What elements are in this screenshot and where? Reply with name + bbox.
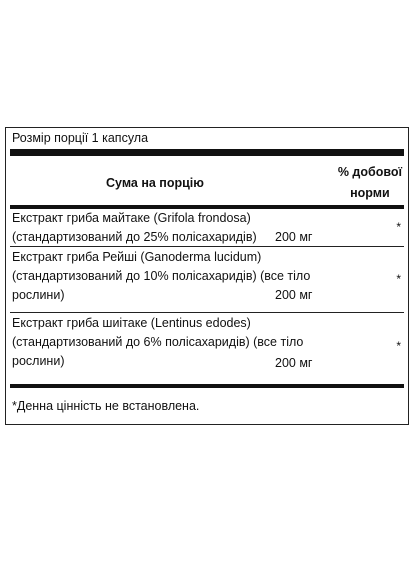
amount-per-serving-header: Сума на порцію <box>106 176 204 190</box>
ingredient-name-line: Екстракт гриба майтаке (Grifola frondosa) <box>12 211 251 225</box>
ingredient-name-line: (стандартизований до 10% полісахаридів) (все тіло <box>12 269 311 283</box>
ingredient-name-line: рослини) <box>12 288 65 302</box>
ingredient-name-line: Екстракт гриба Рейші (Ganoderma lucidum) <box>12 250 262 264</box>
ingredient-name-line: Екстракт гриба шиітаке (Lentinus edodes) <box>12 316 251 330</box>
ingredient-amount: 200 мг <box>275 230 313 244</box>
supplement-facts-panel <box>5 127 409 425</box>
header-divider <box>10 205 404 209</box>
ingredient-name-line: рослини) <box>12 354 65 368</box>
row-divider <box>10 312 404 313</box>
ingredient-amount: 200 мг <box>275 288 313 302</box>
ingredient-name-line: (стандартизований до 25% полісахаридів) <box>12 230 257 244</box>
ingredient-row <box>6 315 408 375</box>
ingredient-daily-value: * <box>396 339 401 353</box>
footnote: *Денна цінність не встановлена. <box>12 399 200 413</box>
daily-value-header-line1: % добової <box>337 165 402 179</box>
row-divider <box>10 246 404 247</box>
ingredient-daily-value: * <box>396 272 401 286</box>
ingredient-amount: 200 мг <box>275 356 313 370</box>
ingredient-daily-value: * <box>396 220 401 234</box>
daily-value-header <box>338 162 402 204</box>
footer-divider <box>10 384 404 388</box>
ingredient-row <box>6 249 408 309</box>
daily-value-header-line2: норми <box>350 186 390 200</box>
ingredient-name-line: (стандартизований до 6% полісахаридів) (все тіло <box>12 335 304 349</box>
ingredient-row <box>6 210 408 246</box>
thick-divider <box>10 149 404 156</box>
serving-size: Розмір порції 1 капсула <box>12 131 149 145</box>
